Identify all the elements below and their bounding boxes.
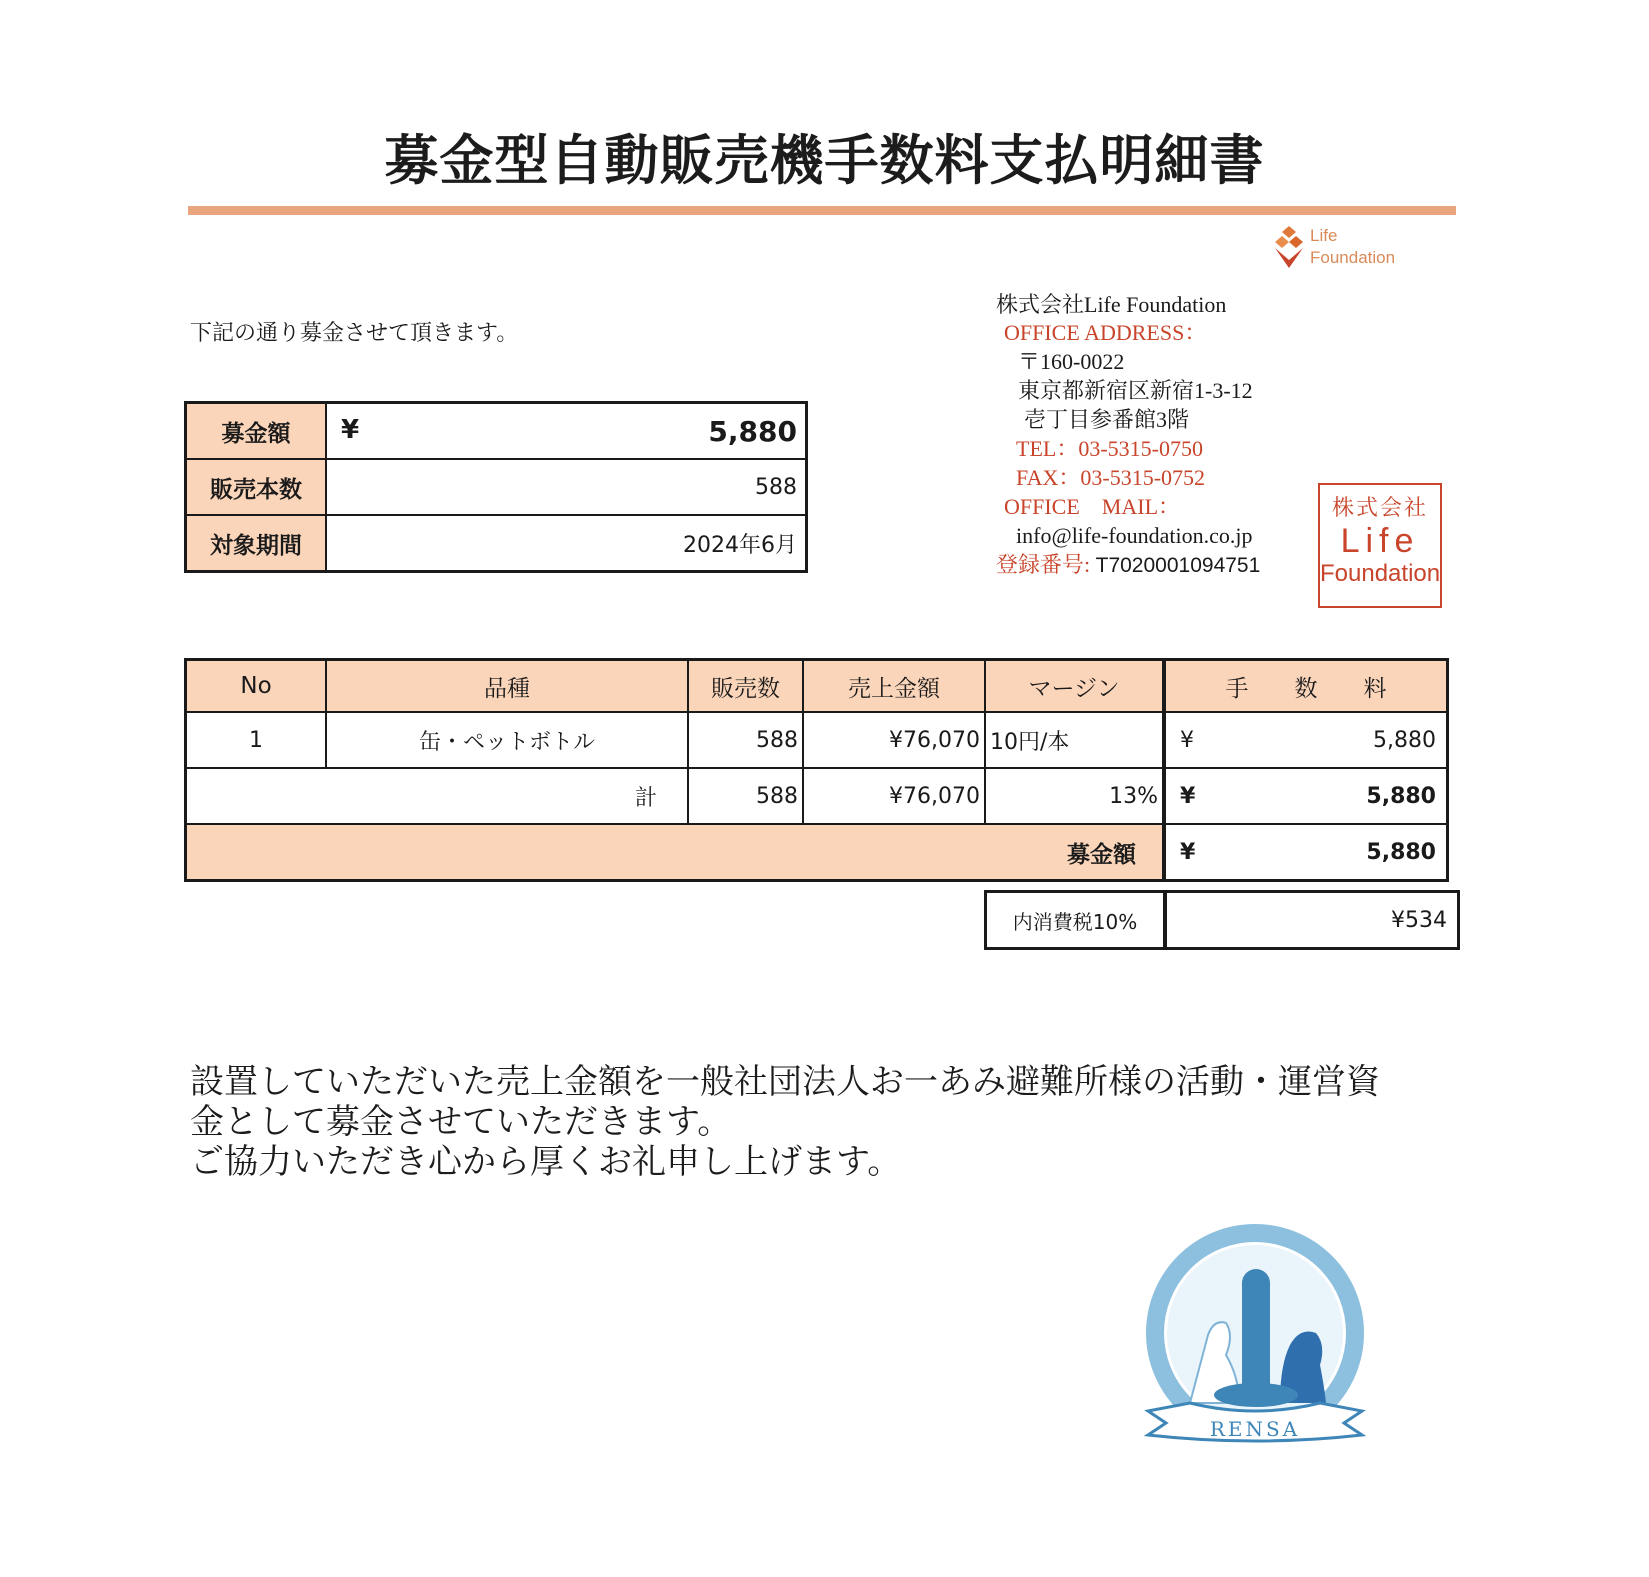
summary-table: [184, 401, 808, 573]
row-margin: 10円/本: [985, 712, 1164, 768]
intro-text: 下記の通り募金させて頂きます。: [190, 321, 519, 346]
total-margin: 13%: [985, 768, 1164, 824]
row-sales: ¥76,070: [803, 712, 985, 768]
seal-line-1: 株式会社: [1331, 495, 1428, 520]
rensa-logo: [1130, 1215, 1380, 1465]
address-line-2: 壱丁目参番館3階: [1024, 407, 1190, 432]
donation-amount-label: 募金額: [186, 403, 327, 460]
tax-row: [986, 892, 1459, 949]
header-qty: 販売数: [688, 660, 803, 713]
row-qty: 588: [688, 712, 803, 768]
email-address[interactable]: info@life-foundation.co.jp: [1016, 523, 1253, 548]
yen-sign: ¥: [341, 414, 360, 445]
row-fee: 5,880: [1373, 727, 1436, 753]
donation-label: 募金額: [186, 824, 1165, 881]
message-line-1: 設置していただいた売上金額を一般社団法人お一あみ避難所様の活動・運営資: [190, 1062, 1380, 1102]
table-row: [186, 712, 1448, 768]
registration-label: 登録番号:: [996, 552, 1091, 577]
units-sold-label: 販売本数: [186, 459, 327, 515]
rensa-label: RENSA: [1209, 1417, 1301, 1441]
logo-text-life: Life: [1310, 226, 1338, 245]
tax-value: ¥534: [1165, 892, 1459, 949]
message-line-2: 金として募金させていただきます。: [190, 1102, 732, 1142]
units-sold-value: 588: [326, 459, 807, 515]
donation-fee: 5,880: [1366, 839, 1436, 865]
message-line-3: ご協力いただき心から厚くお礼申し上げます。: [190, 1142, 902, 1182]
header-no: No: [186, 660, 327, 713]
donation-fee-cell: [1164, 824, 1448, 881]
document-title: 募金型自動販売機手数料支払明細書: [384, 129, 1265, 192]
row-fee-cell: [1164, 712, 1448, 768]
mail-label: OFFICE MAIL：: [1004, 494, 1181, 519]
table-header-row: [186, 660, 1448, 713]
address-label: OFFICE ADDRESS：: [1004, 320, 1207, 345]
donation-amount-value: 5,880: [708, 414, 797, 448]
company-name: 株式会社Life Foundation: [996, 292, 1227, 317]
title-underline: [188, 206, 1456, 215]
yen-sign: ¥: [1180, 783, 1196, 809]
total-fee: 5,880: [1366, 783, 1436, 809]
detail-table: [184, 658, 1449, 882]
address-line-1: 東京都新宿区新宿1-3-12: [1018, 378, 1253, 403]
summary-row-period: [186, 515, 807, 572]
header-margin: マージン: [985, 660, 1164, 713]
telephone: TEL：03-5315-0750: [1016, 436, 1203, 461]
yen-sign: ¥: [1180, 727, 1194, 753]
period-label: 対象期間: [186, 515, 327, 572]
total-label: 計: [186, 768, 689, 824]
total-qty: 588: [688, 768, 803, 824]
total-fee-cell: [1164, 768, 1448, 824]
registration-number: T7020001094751: [1095, 554, 1261, 577]
summary-row-donation: [186, 403, 807, 460]
logo-text-foundation: Foundation: [1310, 248, 1396, 267]
summary-row-units: [186, 459, 807, 515]
row-item: 缶・ペットボトル: [326, 712, 688, 768]
donation-row: [186, 824, 1448, 881]
donation-amount-cell: [326, 403, 807, 460]
header-sales: 売上金額: [803, 660, 985, 713]
header-item: 品種: [326, 660, 688, 713]
stacked-blocks-icon: [1272, 224, 1306, 268]
total-row: [186, 768, 1448, 824]
life-foundation-logo: [1272, 224, 1422, 274]
registration-number-row: [996, 552, 1260, 579]
tax-label: 内消費税10%: [986, 892, 1166, 949]
tax-table: [984, 890, 1460, 950]
postal-code: 〒160-0022: [1018, 349, 1125, 374]
company-seal-stamp: [1318, 483, 1442, 608]
row-no: 1: [186, 712, 327, 768]
period-value: 2024年6月: [326, 515, 807, 572]
total-sales: ¥76,070: [803, 768, 985, 824]
fax: FAX：03-5315-0752: [1016, 465, 1206, 490]
header-fee: 手 数 料: [1164, 660, 1448, 713]
yen-sign: ¥: [1180, 839, 1196, 865]
seal-line-2: Life: [1340, 522, 1420, 560]
seal-line-3: Foundation: [1320, 560, 1441, 587]
